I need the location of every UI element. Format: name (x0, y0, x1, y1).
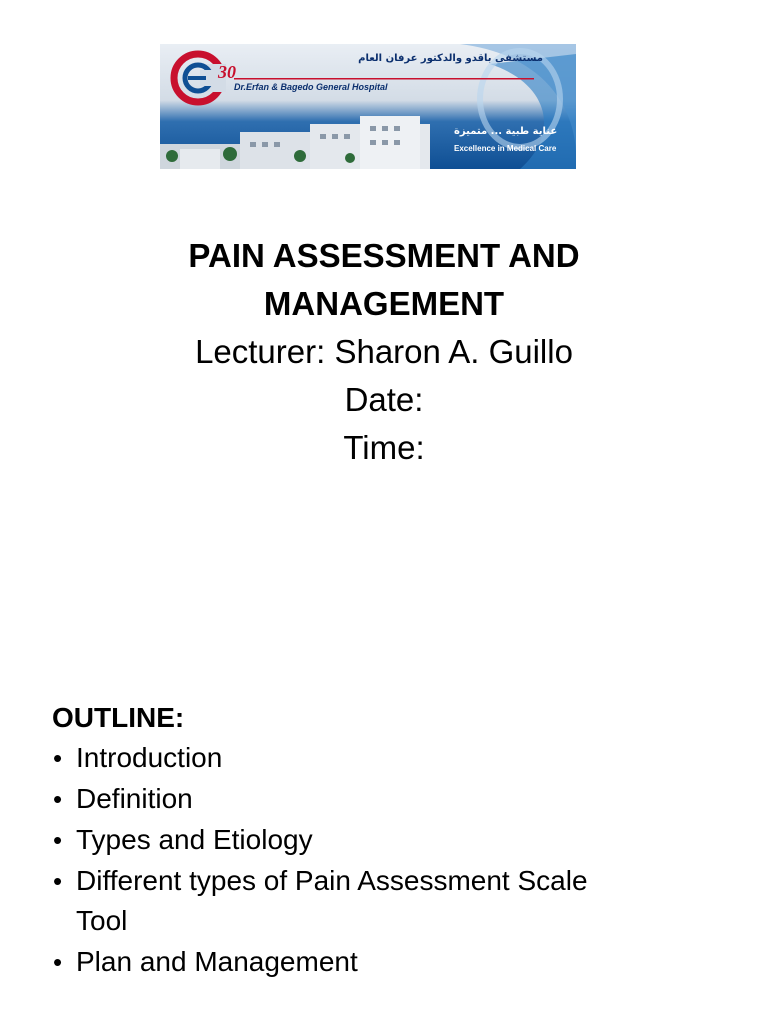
bullet-icon: • (53, 743, 63, 773)
title-line-2: MANAGEMENT (263, 285, 505, 322)
outline-item-text: Types and Etiology (76, 824, 313, 855)
outline-item (52, 820, 732, 860)
title-line-1: PAIN ASSESSMENT AND (188, 237, 580, 274)
bullet-icon: • (53, 784, 63, 814)
outline-item (52, 738, 732, 778)
bullet-icon: • (53, 866, 63, 896)
date-line: Date: (344, 381, 424, 418)
outline-item (52, 861, 732, 941)
bullet-icon: • (53, 825, 63, 855)
tagline-arabic: عناية طبية ... متميزة (454, 126, 558, 137)
outline-heading: OUTLINE: (52, 702, 185, 733)
outline-item-text: Plan and Management (76, 946, 358, 977)
lecturer-line: Lecturer: Sharon A. Guillo (195, 333, 573, 370)
outline-item-text: Definition (76, 783, 193, 814)
outline-item-text: Introduction (76, 742, 223, 773)
outline-list (52, 738, 732, 982)
outline-section (52, 698, 732, 983)
bullet-icon: • (53, 947, 63, 977)
title-block (0, 232, 768, 472)
outline-item (52, 942, 732, 982)
time-line: Time: (343, 429, 425, 466)
outline-item-text-continued: Tool (76, 905, 128, 936)
tagline-english: Excellence in Medical Care (454, 144, 557, 153)
logo-number: 30 (218, 62, 236, 82)
hospital-banner (160, 44, 576, 169)
outline-item (52, 779, 732, 819)
hospital-name-arabic: مستشفى باقدو والدكتور عرفان العام (358, 53, 543, 64)
outline-item-text: Different types of Pain Assessment Scale (76, 865, 588, 896)
hospital-name-english: Dr.Erfan & Bagedo General Hospital (234, 82, 388, 92)
